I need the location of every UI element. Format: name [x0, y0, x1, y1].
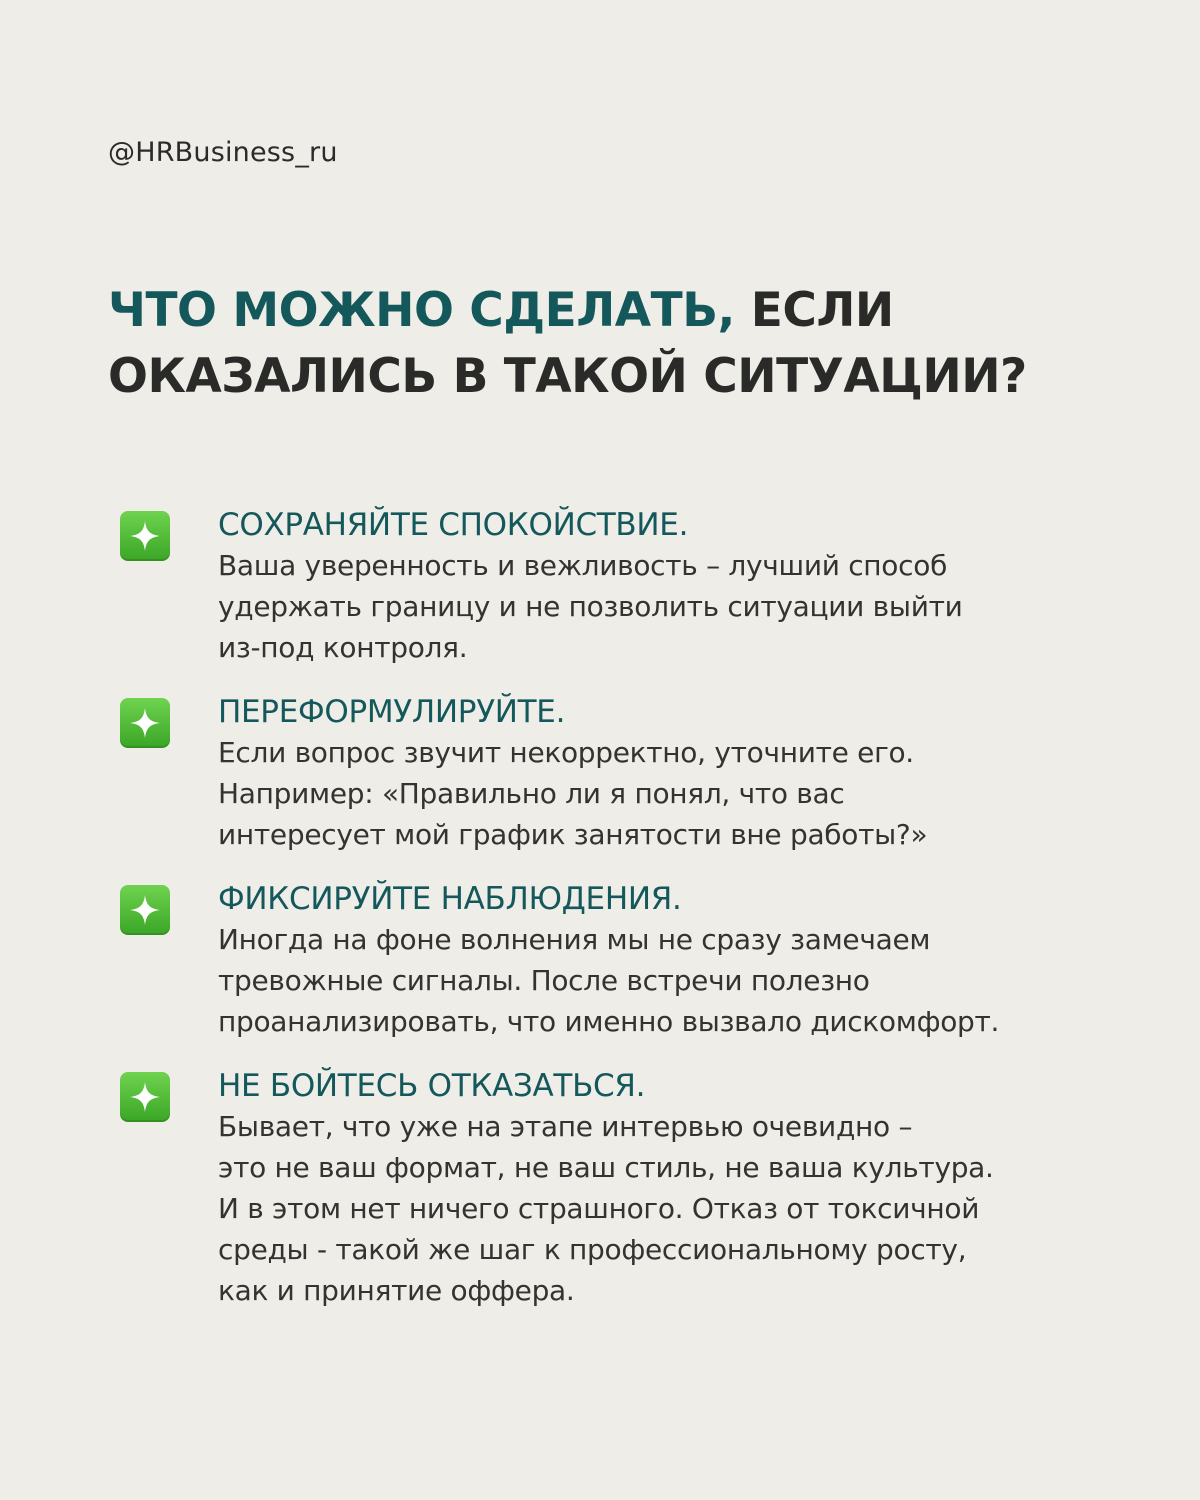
account-handle: @HRBusiness_ru — [108, 137, 338, 168]
tip-line: Бывает, что уже на этапе интервью очевидно – — [218, 1110, 913, 1143]
tip-line: Например: «Правильно ли я понял, что вас — [218, 777, 845, 810]
tip-line: среды - такой же шаг к профессиональному росту, — [218, 1233, 967, 1266]
tip-title: ПЕРЕФОРМУЛИРУЙТЕ. — [218, 694, 566, 730]
tip-line: тревожные сигналы. После встречи полезно — [218, 964, 870, 997]
tip-line: это не ваш формат, не ваш стиль, не ваша культура. — [218, 1151, 994, 1184]
tip-line: И в этом нет ничего страшного. Отказ от токсичной — [218, 1192, 980, 1225]
title-line-2: ОКАЗАЛИСЬ В ТАКОЙ СИТУАЦИИ? — [108, 349, 1027, 404]
tip-item — [120, 879, 1120, 1042]
tip-line: Ваша уверенность и вежливость – лучший способ — [218, 549, 948, 582]
tip-title: НЕ БОЙТЕСЬ ОТКАЗАТЬСЯ. — [218, 1068, 646, 1104]
tip-body — [218, 1106, 1120, 1311]
title-rest: ЕСЛИ — [734, 283, 894, 338]
tip-line: проанализировать, что именно вызвало дискомфорт. — [218, 1005, 1000, 1038]
tip-item — [120, 1066, 1120, 1311]
sparkle-icon — [120, 511, 170, 561]
sparkle-icon — [120, 885, 170, 935]
tip-item — [120, 505, 1120, 668]
tip-line: как и принятие оффера. — [218, 1274, 575, 1307]
tip-line: из-под контроля. — [218, 631, 468, 664]
title-line-1 — [108, 283, 894, 338]
tip-line: интересует мой график занятости вне работы?» — [218, 818, 928, 851]
tip-body — [218, 732, 1120, 855]
page-title — [108, 278, 1158, 410]
tip-item — [120, 692, 1120, 855]
sparkle-icon — [120, 1072, 170, 1122]
tip-title: СОХРАНЯЙТЕ СПОКОЙСТВИЕ. — [218, 507, 689, 543]
tip-line: Если вопрос звучит некорректно, уточните его. — [218, 736, 914, 769]
title-accent: ЧТО МОЖНО СДЕЛАТЬ, — [108, 283, 735, 338]
tip-body — [218, 919, 1120, 1042]
tip-body — [218, 545, 1120, 668]
tip-line: удержать границу и не позволить ситуации выйти — [218, 590, 963, 623]
tip-title: ФИКСИРУЙТЕ НАБЛЮДЕНИЯ. — [218, 881, 682, 917]
tip-line: Иногда на фоне волнения мы не сразу замечаем — [218, 923, 931, 956]
tips-list — [120, 505, 1120, 1311]
sparkle-icon — [120, 698, 170, 748]
